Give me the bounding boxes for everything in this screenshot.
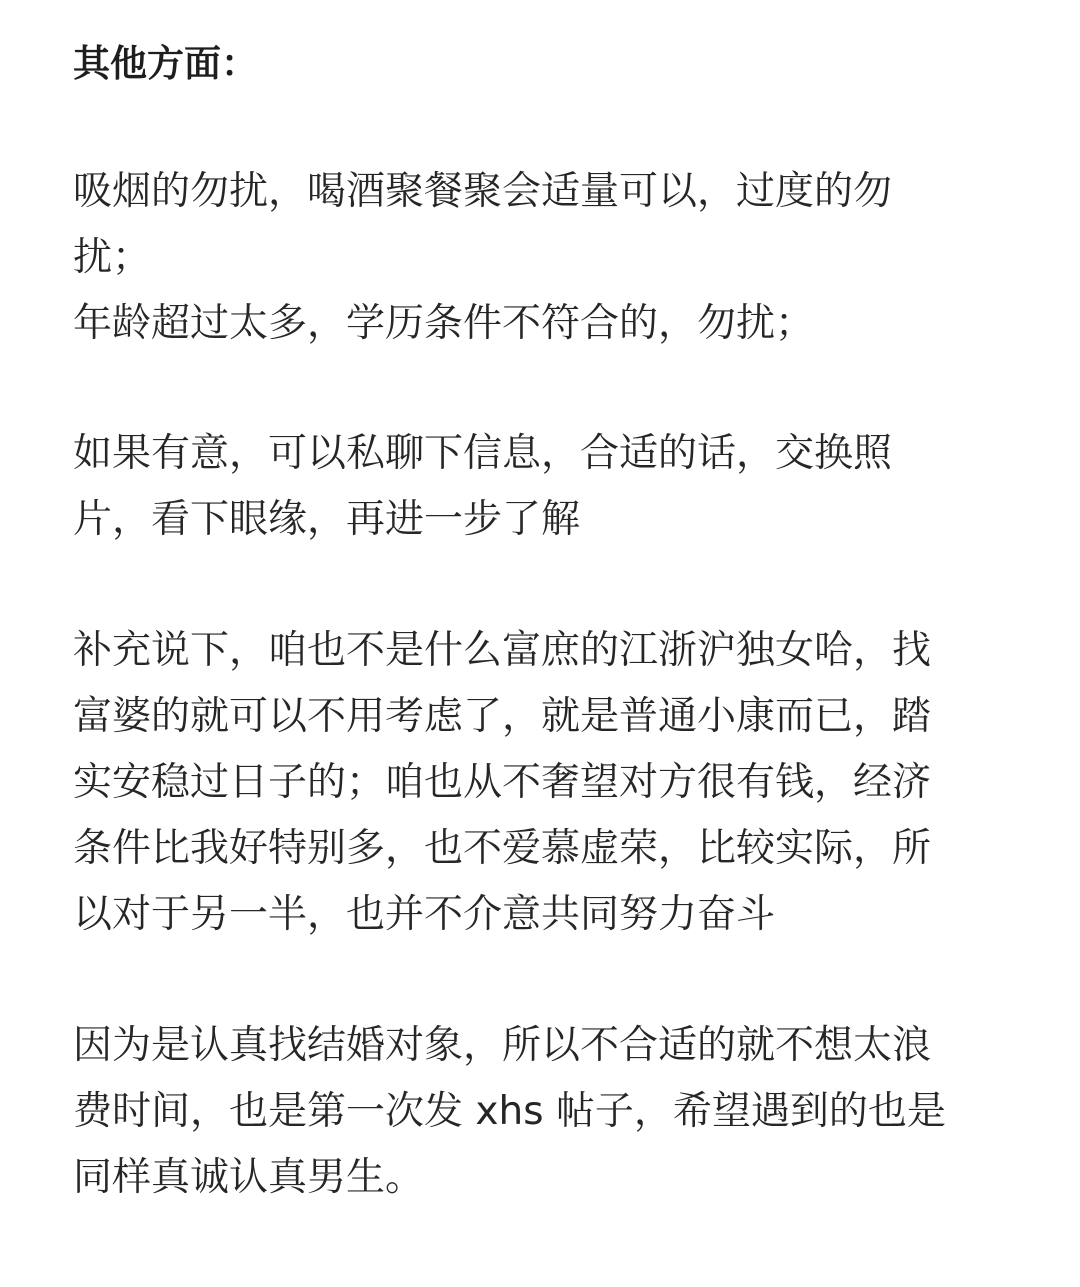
paragraph-line: 条件比我好特别多，也不爱慕虚荣，比较实际，所 (73, 826, 932, 871)
paragraph-line: 扰； (73, 235, 152, 280)
paragraph-line: 补充说下，咱也不是什么富庶的江浙沪独女哈，找 (73, 628, 932, 673)
paragraph-line: 年龄超过太多，学历条件不符合的，勿扰； (73, 301, 815, 346)
paragraph-line: 实安稳过日子的；咱也从不奢望对方很有钱，经济 (73, 760, 932, 805)
paragraph-line: 片，看下眼缘，再进一步了解 (73, 497, 581, 542)
paragraph-line: 如果有意，可以私聊下信息，合适的话，交换照 (73, 431, 893, 476)
paragraph-line: 以对于另一半，也并不介意共同努力奋斗 (73, 892, 776, 937)
paragraph-line: 同样真诚认真男生。 (73, 1155, 425, 1200)
paragraph-line: 费时间，也是第一次发 xhs 帖子，希望遇到的也是 (73, 1089, 946, 1134)
paragraph-line: 吸烟的勿扰，喝酒聚餐聚会适量可以，过度的勿 (73, 169, 893, 214)
section-heading: 其他方面： (73, 42, 258, 85)
paragraph-line: 富婆的就可以不用考虑了，就是普通小康而已，踏 (73, 694, 932, 739)
paragraph-line: 因为是认真找结婚对象，所以不合适的就不想太浪 (73, 1023, 932, 1068)
